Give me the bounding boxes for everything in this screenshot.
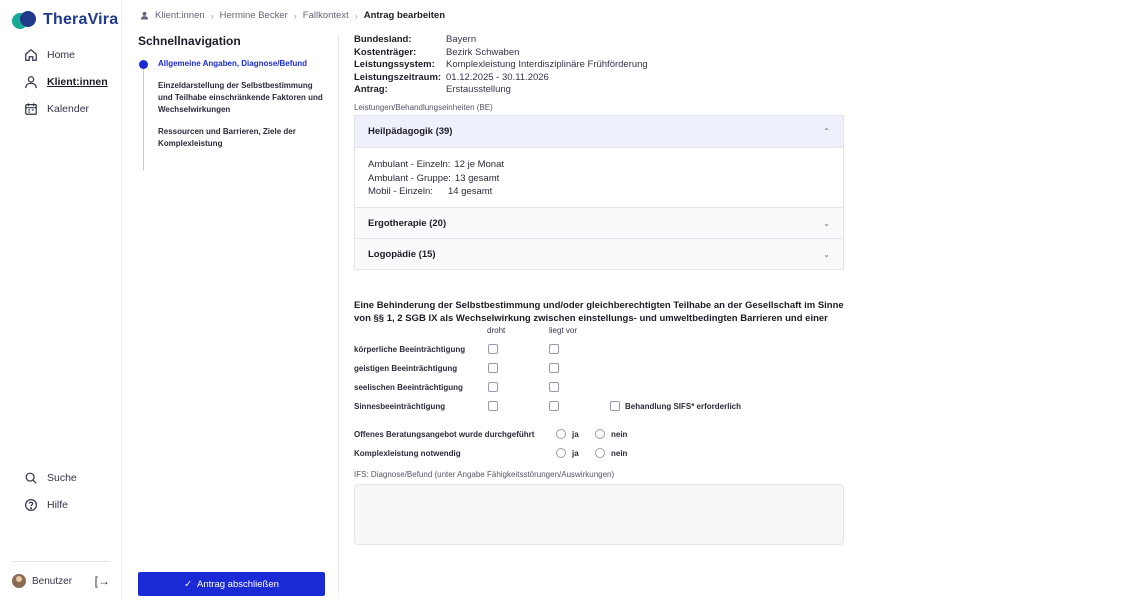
radio-complex-no[interactable]	[595, 448, 627, 458]
quicknav-progress-line	[143, 62, 144, 170]
breadcrumb-client-name[interactable]: Hermine Becker	[219, 10, 288, 21]
chevron-right-icon: ›	[210, 10, 214, 21]
breadcrumb-current: Antrag bearbeiten	[363, 10, 445, 21]
logo-icon	[12, 10, 38, 30]
quicknav-list	[138, 58, 328, 150]
service-row	[368, 158, 830, 172]
nav-item-label: Hilfe	[47, 499, 69, 511]
submit-label: Antrag abschließen	[197, 578, 279, 590]
breadcrumb	[140, 10, 445, 21]
radio-consultation-yes[interactable]	[556, 429, 579, 439]
radio-complex-yes[interactable]	[556, 448, 579, 458]
service-amount: 12 je Monat	[454, 159, 505, 170]
nav-item-label: Klient:innen	[47, 76, 108, 88]
checkbox-physical-threatens[interactable]	[488, 344, 498, 354]
radio-label: nein	[611, 448, 628, 458]
checkbox-sensory-threatens[interactable]	[488, 401, 498, 411]
info-key: Kostenträger:	[354, 46, 417, 58]
radio-circle-icon	[556, 448, 566, 458]
checkbox-psychological-present[interactable]	[549, 382, 559, 392]
chevron-down-icon: ⌄	[823, 249, 830, 259]
radio-label: nein	[611, 429, 628, 439]
radio-label: ja	[572, 448, 579, 458]
user-label: Benutzer	[32, 575, 73, 587]
nav-item-calendar[interactable]	[24, 102, 89, 116]
question-label: Komplexleistung notwendig	[354, 449, 461, 458]
accordion-header-logopaedie[interactable]	[355, 238, 843, 269]
chevron-down-icon: ⌄	[823, 218, 830, 228]
user-menu[interactable]	[12, 574, 110, 588]
info-key: Leistungszeitraum:	[354, 71, 442, 83]
info-value: 01.12.2025 - 30.11.2026	[446, 71, 549, 83]
services-accordion	[354, 115, 844, 270]
application-info	[354, 34, 844, 95]
info-key: Bundesland:	[354, 34, 412, 45]
service-row	[368, 185, 830, 199]
ifs-diagnosis-textarea[interactable]	[354, 484, 844, 545]
info-value: Bezirk Schwaben	[446, 46, 520, 58]
info-value: Komplexleistung Interdisziplinäre Frühförderung	[446, 59, 648, 70]
info-value: Bayern	[446, 34, 477, 45]
breadcrumb-case-context[interactable]: Fallkontext	[302, 10, 349, 21]
impairment-row-label: seelischen Beeinträchtigung	[354, 383, 463, 392]
service-type: Mobil - Einzeln:	[368, 186, 433, 197]
checkbox-mental-present[interactable]	[549, 363, 559, 373]
chevron-up-icon: ⌃	[823, 127, 830, 136]
info-key: Leistungssystem:	[354, 59, 435, 70]
checkbox-mental-threatens[interactable]	[488, 363, 498, 373]
quicknav-title: Schnellnavigation	[138, 34, 241, 48]
chevron-right-icon: ›	[293, 10, 297, 21]
info-key: Antrag:	[354, 84, 388, 95]
logout-icon[interactable]: [→	[94, 574, 110, 588]
nav-item-label: Suche	[47, 472, 77, 484]
sifs-checkbox-row[interactable]	[610, 401, 741, 411]
ifs-label: IFS: Diagnose/Befund (unter Angabe Fähigkeitsstörungen/Auswirkungen)	[354, 470, 615, 479]
impairment-matrix	[354, 326, 844, 410]
avatar	[12, 574, 26, 588]
user-icon	[140, 11, 149, 20]
quicknav-item-general[interactable]: Allgemeine Angaben, Diagnose/Befund	[158, 59, 308, 68]
checkbox-sifs[interactable]	[610, 401, 620, 411]
checkbox-psychological-threatens[interactable]	[488, 382, 498, 392]
service-amount: 14 gesamt	[447, 186, 493, 197]
brand-name: TheraVira	[43, 11, 119, 28]
impairment-row-label: geistigen Beeinträchtigung	[354, 364, 458, 373]
radio-label: ja	[572, 429, 579, 439]
impairment-row-label: körperliche Beeinträchtigung	[354, 345, 466, 354]
quicknav-item-participation[interactable]: Einzeldarstellung der Selbstbestimmung und Teilhabe einschränkende Faktoren und Wechselwirkungen	[158, 81, 323, 114]
accordion-title: Logopädie (15)	[368, 248, 436, 260]
calendar-icon	[24, 102, 38, 116]
accordion-body-heilpaedagogik	[355, 147, 843, 207]
service-type: Ambulant - Gruppe:	[368, 172, 451, 184]
sifs-label: Behandlung SIFS* erforderlich	[625, 401, 742, 411]
nav-item-label: Home	[47, 49, 76, 61]
services-label: Leistungen/Behandlungseinheiten (BE)	[354, 103, 493, 112]
service-amount: 13 gesamt	[454, 172, 500, 184]
search-icon	[24, 471, 38, 485]
radio-circle-icon	[595, 429, 605, 439]
quicknav-active-dot-icon	[139, 60, 148, 69]
accordion-title: Ergotherapie (20)	[368, 217, 447, 229]
column-header-present: liegt vor	[549, 326, 578, 335]
service-row	[368, 172, 830, 186]
accordion-header-heilpaedagogik[interactable]	[355, 116, 843, 147]
service-type: Ambulant - Einzeln:	[368, 159, 451, 170]
nav-item-help[interactable]	[24, 498, 68, 512]
nav-item-label: Kalender	[47, 103, 90, 115]
application-form	[354, 34, 844, 550]
checkbox-sensory-present[interactable]	[549, 401, 559, 411]
app-sidebar	[0, 0, 122, 600]
checkbox-physical-present[interactable]	[549, 344, 559, 354]
nav-item-home[interactable]	[24, 48, 75, 62]
submit-application-button[interactable]	[138, 572, 325, 596]
help-icon	[24, 498, 38, 512]
app-logo[interactable]	[12, 10, 118, 30]
quicknav-item-resources[interactable]: Ressourcen und Barrieren, Ziele der Komplexleistung	[158, 127, 296, 148]
accordion-title: Heilpädagogik (39)	[368, 126, 453, 137]
accordion-header-ergotherapie[interactable]	[355, 207, 843, 238]
impairment-row-label: Sinnesbeeinträchtigung	[354, 402, 446, 411]
user-icon	[24, 75, 38, 89]
radio-circle-icon	[595, 448, 605, 458]
check-icon: ✓	[184, 578, 193, 590]
quick-navigation	[138, 34, 328, 160]
question-label: Offenes Beratungsangebot wurde durchgeführt	[354, 430, 535, 439]
divider	[12, 561, 110, 562]
radio-circle-icon	[556, 429, 566, 439]
nav-item-search[interactable]	[24, 471, 77, 485]
info-value: Erstausstellung	[446, 84, 511, 95]
chevron-right-icon: ›	[354, 10, 358, 21]
column-header-threatens: droht	[487, 326, 506, 335]
divider	[338, 34, 339, 594]
yes-no-questions	[354, 421, 844, 461]
nav-item-clients[interactable]	[24, 75, 108, 89]
home-icon	[24, 48, 38, 62]
impairment-question: Eine Behinderung der Selbstbestimmung und/oder gleichberechtigten Teilhabe an der Gesellschaft im Sinne von §§ 1, 2 SGB IX als Wechselwirkung zwischen einstellungs- und umweltbedingten Barrieren und einer	[354, 300, 844, 324]
breadcrumb-clients[interactable]: Klient:innen	[155, 10, 205, 21]
radio-consultation-no[interactable]	[595, 429, 627, 439]
